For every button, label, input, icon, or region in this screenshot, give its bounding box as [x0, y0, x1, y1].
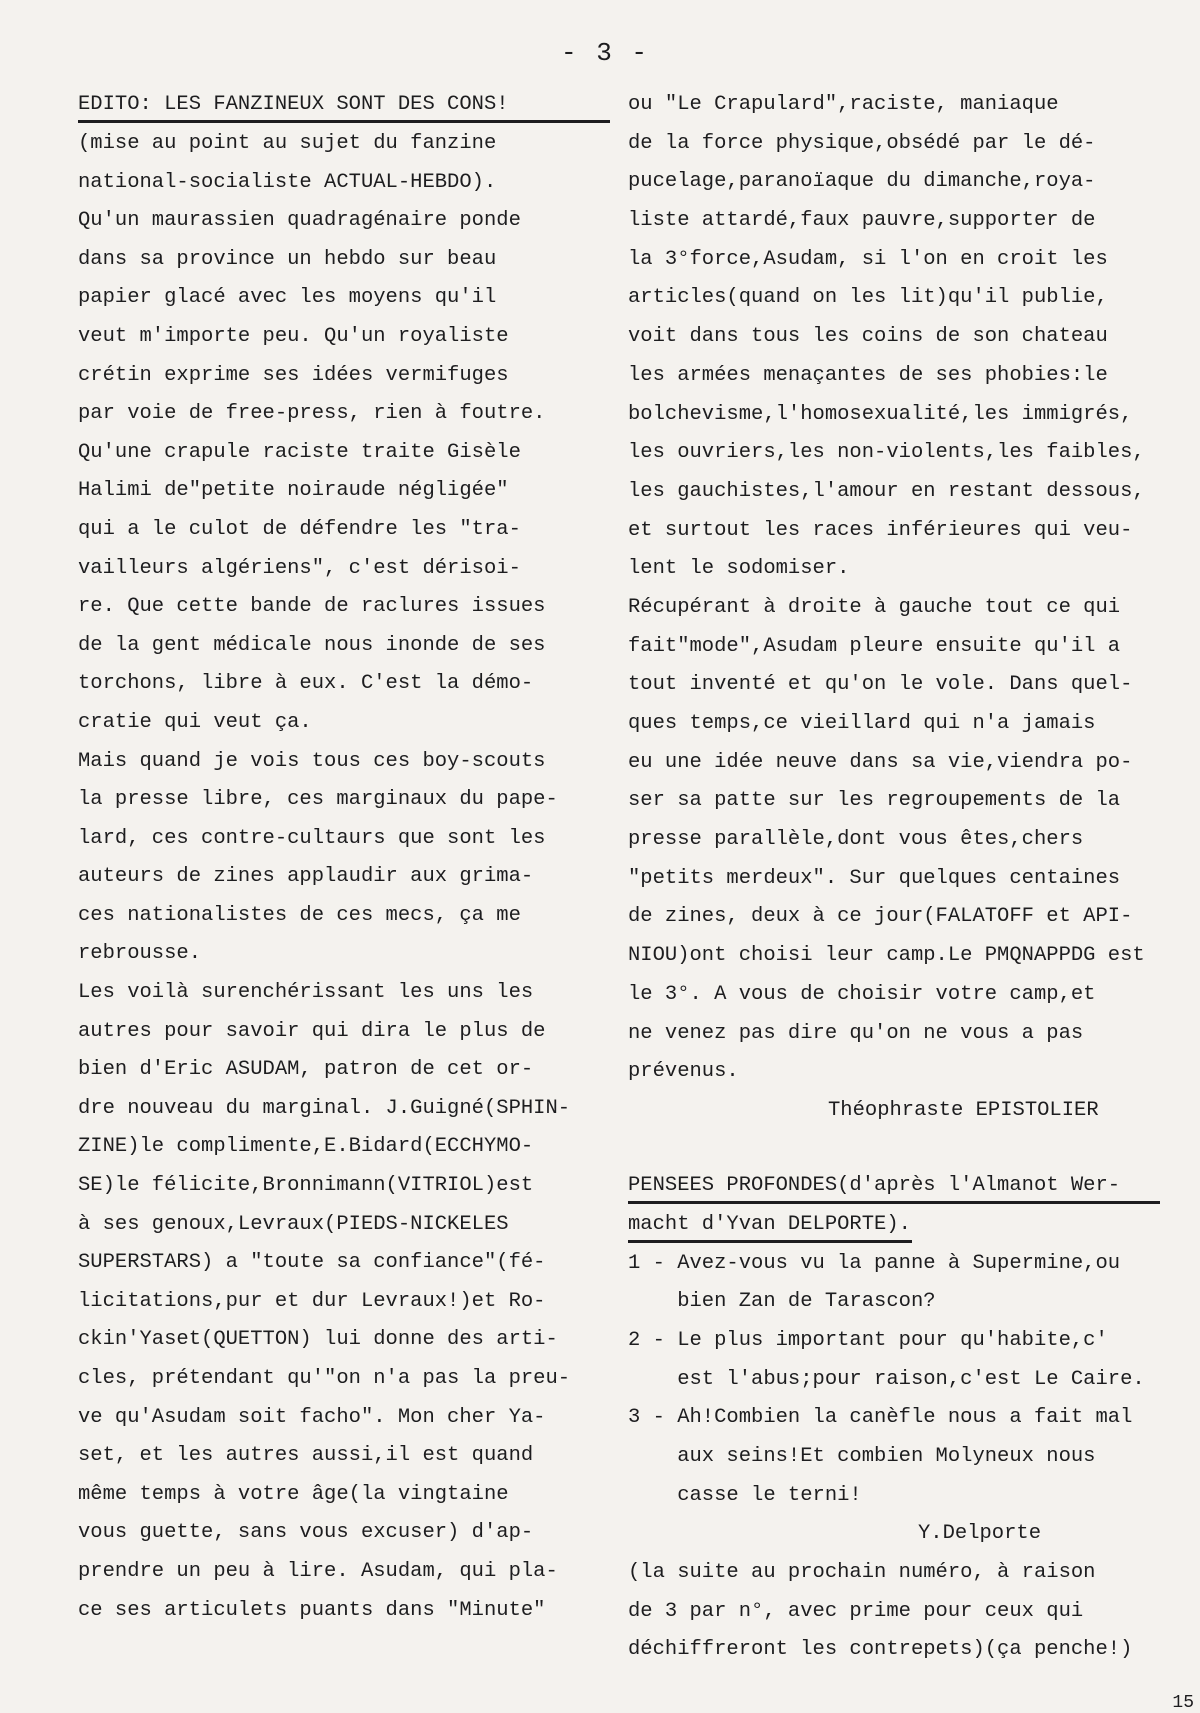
- list-item: bien Zan de Tarascon?: [628, 1290, 936, 1314]
- text-line: de la gent médicale nous inonde de ses: [78, 633, 546, 657]
- list-item: casse le terni!: [628, 1483, 862, 1507]
- text-line: de la force physique,obsédé par le dé-: [628, 131, 1096, 155]
- text-line: set, et les autres aussi,il est quand: [78, 1444, 534, 1468]
- pensees-signature: Y.Delporte: [918, 1522, 1042, 1546]
- text-line: "petits merdeux". Sur quelques centaines: [628, 866, 1121, 890]
- text-line: cles, prétendant qu'"on n'a pas la preu-: [78, 1367, 571, 1390]
- text-line: SE)le félicite,Bronnimann(VITRIOL)est: [78, 1174, 534, 1198]
- text-line: articles(quand on les lit)qu'il publie,: [628, 286, 1108, 310]
- text-line: NIOU)ont choisi leur camp.Le PMQNAPPDG est: [628, 944, 1145, 968]
- text-line: rebrousse.: [78, 942, 202, 966]
- text-line: ou "Le Crapulard",raciste, maniaque: [628, 93, 1059, 116]
- corner-mark: 15: [1172, 1693, 1194, 1713]
- text-line: même temps à votre âge(la vingtaine: [78, 1482, 509, 1506]
- text-line: lent le sodomiser.: [628, 557, 850, 581]
- text-line: ser sa patte sur les regroupements de la: [628, 789, 1121, 813]
- text-line: liste attardé,faux pauvre,supporter de: [628, 209, 1096, 233]
- text-line: le 3°. A vous de choisir votre camp,et: [628, 982, 1096, 1006]
- text-line: dre nouveau du marginal. J.Guigné(SPHIN-: [78, 1096, 571, 1120]
- text-line: auteurs de zines applaudir aux grima-: [78, 865, 534, 889]
- text-line: SUPERSTARS) a "toute sa confiance"(fé-: [78, 1251, 546, 1275]
- text-line: lard, ces contre-cultaurs que sont les: [78, 826, 546, 850]
- page-number: - 3 -: [560, 38, 649, 68]
- text-line: prendre un peu à lire. Asudam, qui pla-: [78, 1559, 558, 1583]
- text-line: ZINE)le complimente,E.Bidard(ECCHYMO-: [78, 1135, 534, 1159]
- text-line: bolchevisme,l'homosexualité,les immigrés,: [628, 402, 1133, 426]
- text-line: la 3°force,Asudam, si l'on en croit les: [628, 247, 1108, 271]
- text-line: voit dans tous les coins de son chateau: [628, 325, 1108, 349]
- text-line: tout inventé et qu'on le vole. Dans quel-: [628, 673, 1133, 697]
- text-line: prévenus.: [628, 1060, 739, 1084]
- left-column: [78, 86, 618, 1630]
- text-line: les ouvriers,les non-violents,les faibles,: [628, 441, 1145, 465]
- text-line: papier glacé avec les moyens qu'il: [78, 286, 497, 310]
- text-line: Halimi de"petite noiraude négligée": [78, 479, 509, 503]
- pensees-headline-cont: macht d'Yvan DELPORTE).: [628, 1212, 911, 1236]
- text-line: fait"mode",Asudam pleure ensuite qu'il a: [628, 634, 1121, 658]
- section-gap: [628, 1131, 1188, 1167]
- text-line: cratie qui veut ça.: [78, 710, 312, 734]
- text-line: ce ses articulets puants dans "Minute": [78, 1598, 546, 1622]
- text-line: à ses genoux,Levraux(PIEDS-NICKELES: [78, 1212, 509, 1236]
- text-line: bien d'Eric ASUDAM, patron de cet or-: [78, 1058, 534, 1082]
- text-line: pucelage,paranoïaque du dimanche,roya-: [628, 170, 1096, 194]
- text-line: crétin exprime ses idées vermifuges: [78, 363, 509, 387]
- text-line: de zines, deux à ce jour(FALATOFF et API-: [628, 905, 1133, 929]
- text-line: (mise au point au sujet du fanzine: [78, 132, 497, 155]
- text-line: Récupérant à droite à gauche tout ce qui: [628, 595, 1121, 619]
- text-line: torchons, libre à eux. C'est la démo-: [78, 672, 534, 696]
- right-column: [628, 86, 1188, 1670]
- text-line: ckin'Yaset(QUETTON) lui donne des arti-: [78, 1328, 558, 1352]
- text-line: autres pour savoir qui dira le plus de: [78, 1019, 546, 1043]
- text-line: déchiffreront les contrepets)(ça penche!): [628, 1638, 1133, 1662]
- text-line: eu une idée neuve dans sa vie,viendra po-: [628, 750, 1133, 774]
- text-line: qui a le culot de défendre les "tra-: [78, 517, 521, 541]
- text-line: veut m'importe peu. Qu'un royaliste: [78, 324, 509, 348]
- text-line: Mais quand je vois tous ces boy-scouts: [78, 749, 546, 773]
- text-line: ve qu'Asudam soit facho". Mon cher Ya-: [78, 1405, 546, 1429]
- text-line: vous guette, sans vous excuser) d'ap-: [78, 1521, 534, 1545]
- text-line: vailleurs algériens", c'est dérisoi-: [78, 556, 521, 580]
- text-line: ne venez pas dire qu'on ne vous a pas: [628, 1021, 1084, 1045]
- list-item: 2 - Le plus important pour qu'habite,c': [628, 1328, 1108, 1352]
- edito-headline: EDITO: LES FANZINEUX SONT DES CONS!: [78, 93, 509, 116]
- text-line: re. Que cette bande de raclures issues: [78, 595, 546, 619]
- list-item: aux seins!Et combien Molyneux nous: [628, 1445, 1096, 1468]
- edito-signature: Théophraste EPISTOLIER: [828, 1098, 1099, 1122]
- text-line: les armées menaçantes de ses phobies:le: [628, 363, 1108, 387]
- text-line: et surtout les races inférieures qui veu-: [628, 518, 1133, 542]
- text-line: Les voilà surenchérissant les uns les: [78, 981, 534, 1005]
- text-line: ces nationalistes de ces mecs, ça me: [78, 903, 521, 927]
- text-line: par voie de free-press, rien à foutre.: [78, 402, 546, 426]
- text-line: Qu'un maurassien quadragénaire ponde: [78, 209, 521, 233]
- text-line: (la suite au prochain numéro, à raison: [628, 1561, 1096, 1585]
- text-line: la presse libre, ces marginaux du pape-: [78, 788, 558, 812]
- text-line: Qu'une crapule raciste traite Gisèle: [78, 440, 521, 464]
- text-line: dans sa province un hebdo sur beau: [78, 247, 497, 271]
- text-line: de 3 par n°, avec prime pour ceux qui: [628, 1599, 1084, 1623]
- text-line: les gauchistes,l'amour en restant dessous,: [628, 479, 1145, 503]
- list-item: est l'abus;pour raison,c'est Le Caire.: [628, 1367, 1145, 1391]
- text-line: ques temps,ce vieillard qui n'a jamais: [628, 712, 1096, 735]
- text-line: national-socialiste ACTUAL-HEBDO).: [78, 170, 497, 194]
- text-line: presse parallèle,dont vous êtes,chers: [628, 828, 1084, 852]
- list-item: 3 - Ah!Combien la canèfle nous a fait mal: [628, 1406, 1133, 1430]
- text-line: licitations,pur et dur Levraux!)et Ro-: [78, 1289, 546, 1313]
- pensees-headline: PENSEES PROFONDES(d'après l'Almanot Wer-: [628, 1173, 1121, 1197]
- list-item: 1 - Avez-vous vu la panne à Supermine,ou: [628, 1251, 1121, 1275]
